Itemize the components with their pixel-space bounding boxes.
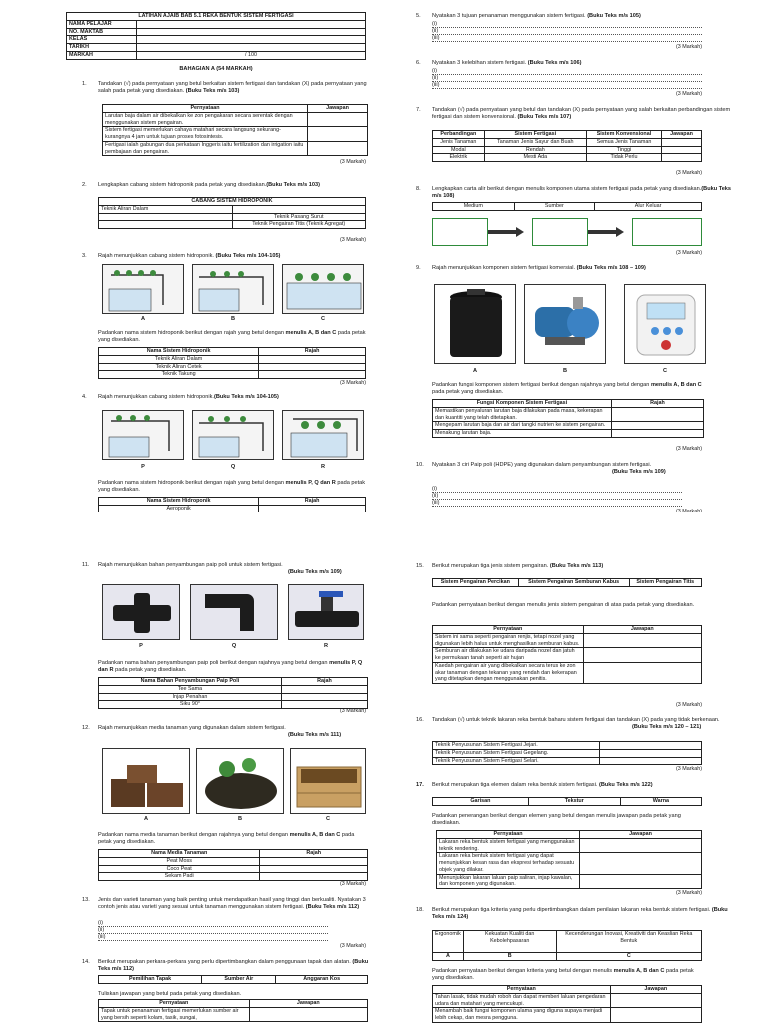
hydroponic-diagram-r (282, 410, 364, 460)
q17-table: Pernyataan Jawapan Lakaran reka bentuk sistem fertigasi yang menggunakan teknik rendering. Lakaran reka bentuk sistem fertigasi yang dapat menunjukkan kesan rasa dan ekspresi terhadap sesuatu objek yang dilakar. Menunjukkan lakaran laluan paip saliran, injap kawalan, dan komponen yang digunakan. (436, 830, 702, 889)
label-markah: MARKAH (67, 51, 137, 59)
q1-table: Pernyataan Jawapan Larutan baja dalam air dibekalkan ke zon pengakaran secara serentak dengan menggunakan sistem pengairan. Sistem fertigasi memerlukan cahaya matahari secara langsung sekurang-kurangnya 4 jam untuk tujuan proses fotosintesis. Fertigasi ialah gabungan dua perkataan Inggeris iaitu fertilization dan irrigation iaitu pembajaan dan pengairan. (102, 104, 368, 156)
input-kelas[interactable] (137, 36, 366, 44)
q15: 15. Berikut merupakan tiga jenis sistem pengairan. (Buku Teks m/s 113) (416, 563, 604, 569)
q7-answer-1[interactable] (662, 138, 702, 146)
q9: 9. Rajah menunjukkan komponen sistem fertigasi komersial. (Buku Teks m/s 108 – 109) (416, 265, 646, 271)
q3-answer-2[interactable] (259, 363, 366, 371)
q2-table: CABANG SISTEM HIDROPONIK Teknik Aliran Dalam Teknik Pasang Surut Teknik Pengairan Titis (Teknik Agregat) (98, 197, 366, 229)
q11-answer-1[interactable] (281, 685, 367, 693)
q7-marks: (3 Markah) (675, 170, 702, 176)
q5-marks: (3 Markah) (675, 44, 702, 50)
q3-instruction: Padankan nama sistem hidroponik berikut dengan rajah yang betul dengan menulis A, B dan C pada petak yang disediakan. (98, 330, 366, 343)
q16-answer-3[interactable] (599, 757, 701, 765)
growing-media-icon (102, 748, 190, 814)
q1-answer-3[interactable] (308, 141, 368, 156)
q7-answer-2[interactable] (662, 146, 702, 154)
q16-marks: (3 Markah) (675, 766, 702, 772)
score-field[interactable]: / 100 (137, 51, 366, 59)
q16-answer-1[interactable] (599, 742, 701, 750)
q13-marks: (3 Markah) (339, 943, 366, 949)
q9-answer-1[interactable] (611, 407, 703, 422)
hydroponic-diagram-b (192, 264, 274, 314)
q13: 13. Jenis dan varieti tanaman yang baik penting untuk mendapatkan hasil yang tinggi dan berkualiti. Nyatakan 3 contoh jenis atau varieti yang sesuai untuk tanaman menggunakan sistem fertigasi. (Buku Teks m/s 112) (82, 897, 366, 910)
q5: 5. Nyatakan 3 tujuan penanaman menggunakan sistem fertigasi. (Buku Teks m/s 105) (416, 13, 641, 19)
q10: 10. Nyatakan 3 ciri Paip poli (HDPE) yang digunakan dalam penyambungan sistem fertigasi. (Buku Teks m/s 109) (416, 462, 666, 475)
q14-answer-1[interactable] (249, 1007, 367, 1022)
q6-line-3[interactable]: (iii) (432, 82, 702, 89)
q13-line-2[interactable]: (ii) (98, 927, 328, 934)
q15-answer-1[interactable] (583, 633, 701, 648)
q13-line-3[interactable]: (iii) (98, 934, 328, 941)
page-2: 5. Nyatakan 3 tujuan penanaman menggunakan sistem fertigasi. (Buku Teks m/s 105) (i) (ii) (iii) (3 Markah) 6. Nyatakan 3 kelebihan sistem fertigasi. (Buku Teks m/s 106) (i) (ii) (iii) (3 Markah) 7. Tandakan (√) pada pernyataan yang betul dan tandakan (X) pada pernyataan yang salah berkaitan perbandingan sistem fertigasi dan sistem konvensional. (Buku Teks m/s 107) Perbandingan Sistem Fertigasi Sistem Konvensional Jawapan Jenis Tanaman Tanaman Jenis Sayur dan Buah Semua Jenis Tanaman Modal Rendah Tinggi Elektrik Mesti Ada Tidak Perlu (3 Markah) 8. Lengkapkan carta alir berikut dengan menulis komponen utama sistem fertigasi pada petak yang disediakan.(Buku Teks m/s 108) Medium Sumber Alur Keluar (3 Markah) 9. Rajah menunjukkan komponen sistem fertigasi komersial. (Buku Teks m/s 108 – 109) A B C Padankan fungsi komponen sistem fertigasi berikut dengan rajahnya yang betul dengan menulis A, B dan C pada petak yang disediakan. Fungsi Komponen Sistem Fertigasi Rajah Memastikan penyaluran larutan baja dilakukan pada masa, kekerapan dan kuantiti yang telah ditetapkan. Mengepam larutan baja dan air dari tangki nutrien ke sistem pengairan. Menakung larutan baja. (3 Markah) 10. Nyatakan 3 ciri Paip poli (HDPE) yang digunakan dalam penyambungan sistem fertigasi. (Buku Teks m/s 109) (i) (ii) (iii) (384, 0, 768, 512)
page-4 (384, 512, 768, 1024)
q1: 1. Tandakan (√) pada pernyataan yang betul berkaitan sistem fertigasi dan tandakan (X) pada pernyataan yang salah pada petak yang disediakan. (Buku Teks m/s 103) (82, 81, 367, 94)
q7-answer-3[interactable] (662, 154, 702, 162)
q10-line-3[interactable]: (iii) (432, 500, 682, 507)
q9-instruction: Padankan fungsi komponen sistem fertigasi berikut dengan rajahnya yang betul dengan menulis A, B dan C pada petak yang disediakan. (432, 382, 702, 395)
q3-table: Nama Sistem Hidroponik Rajah Teknik Aliran Dalam Teknik Aliran Cetek Teknik Takung (98, 347, 366, 379)
water-tank-icon (434, 284, 516, 364)
plant-tray-icon (193, 265, 275, 315)
q15-options: Sistem Pengairan Percikan Sistem Pengairan Semburan Kabus Sistem Pengairan Titis (432, 578, 702, 587)
q12-table: Nama Media Tanaman Rajah Peat Moss Coco Peat Sekam Padi (98, 849, 368, 881)
q13-line-1[interactable]: (i) (98, 920, 328, 927)
q15-marks: (3 Markah) (675, 702, 702, 708)
q12-answer-2[interactable] (260, 865, 368, 873)
q4-instruction: Padankan nama sistem hidroponik berikut dengan rajah yang betul dengan menulis P, Q dan R pada petak yang disediakan. (98, 480, 366, 493)
q5-line-3[interactable]: (iii) (432, 35, 702, 42)
q17-answer-2[interactable] (580, 853, 702, 874)
worksheet-title: LATIHAN AJAIB BAB 5.1 REKA BENTUK SISTEM FERTIGASI (67, 13, 366, 21)
q18-table: Pernyataan Jawapan Tahan lasak, tidak mudah roboh dan dapat memberi laluan pengedaran udara dan matahari yang mencukupi. Menambah baik fungsi komponen ulama yang diguna supaya menjadi lebih cekap, dan mesra pengguna. (432, 985, 702, 1023)
q10-line-1[interactable]: (i) (432, 486, 682, 493)
q6-line-1[interactable]: (i) (432, 68, 702, 75)
page-3: 11. Rajah menunjukkan bahan penyambungan paip poli untuk sistem fertigasi. (Buku Teks m/s 109) P Q R Padankan nama bahan penyambungan paip poli berikut dengan rajahnya yang betul dengan menulis P, Q dan R pada petak yang disediakan. Nama Bahan Penyambungan Paip Poli Rajah Tee Sama Injap Penahan Siku 90° (3 Markah) 12. Rajah menunjukkan media tanaman yang digunakan dalam sistem fertigasi. (Buku Teks m/s 111) A B C Padankan nama media tanaman berikut dengan rajahnya yang betul dengan menulis A, B dan C pada petak yang disediakan. Nama Media Tanaman Rajah Peat Moss Coco Peat Sekam Padi (3 Markah) 13. Jenis dan varieti tanaman yang baik penting untuk mendapatkan hasil yang tinggi dan berkualiti. Nyatakan 3 contoh jenis atau varieti yang sesuai untuk tanaman menggunakan sistem fertigasi. (Buku Teks m/s 112) (i) (ii) (iii) (3 Markah) 14. Berikut merupakan perkara-perkara yang perlu dipertimbangkan dalam penggunaan tapak dan alatan. (Buku Teks m/s 112) Pemilihan Tapak Sumber Air Anggaran Kos Tuliskan jawapan yang betul pada petak yang disediakan. Pernyataan Jawapan Tapak untuk penanaman fertigasi memerlukan sumber air yang bersih seperti kolam, tasik, sungai, (0, 512, 384, 1024)
digital-timer-icon (624, 284, 706, 364)
plant-tray-icon (283, 265, 365, 315)
q18-instruction: Padankan pernyataan berikut dengan kriteria yang betul dengan menulis menulis A, B dan C pada petak yang disediakan. (432, 968, 694, 981)
q14: 14. Berikut merupakan perkara-perkara yang perlu dipertimbangkan dalam penggunaan tapak dan alatan. (Buku Teks m/s 112) (82, 959, 369, 972)
q1-marks: (3 Markah) (339, 159, 366, 165)
flow-arrow-head-1 (516, 227, 524, 237)
q14-instruction: Tuliskan jawapan yang betul pada petak yang disediakan. (98, 991, 242, 997)
q8-marks: (3 Markah) (675, 250, 702, 256)
q17-instruction: Padankan penerangan berikut dengan elemen yang betul dengan menulis jawapan pada petak yang disediakan. (432, 813, 681, 826)
q17-marks: (3 Markah) (675, 890, 702, 896)
label-tarikh: TARIKH (67, 44, 137, 52)
q10-answers (432, 486, 682, 507)
q15-table: Pernyataan Jawapan Sistem ini sama seperti pengairan renjis, tetapi nozel yang digunakan lebih halus untuk menghasilkan semburan kabus. Semburan air dilakukan ke udara daripada nozel dan jatuh ke permukaan tanah seperti air hujan Kaedah pengairan air yang dibekalkan secara terus ke zon akar tanaman dengan tekanan yang rendah dan kekerapan yang ditetapkan dengan menggunakan penitis. (432, 625, 702, 684)
q2-answer-1[interactable] (232, 205, 366, 213)
input-nama[interactable] (137, 20, 366, 28)
flow-box-1[interactable] (432, 218, 488, 246)
q5-line-2[interactable]: (ii) (432, 28, 702, 35)
q6-line-2[interactable]: (ii) (432, 75, 702, 82)
growing-media-icon (196, 748, 284, 814)
q5-answers (432, 21, 702, 42)
q10-line-2[interactable]: (ii) (432, 493, 682, 500)
q9-table: Fungsi Komponen Sistem Fertigasi Rajah Memastikan penyaluran larutan baja dilakukan pada masa, kekerapan dan kuantiti yang telah ditetapkan. Mengepam larutan baja dan air dari tangki nutrien ke sistem pengairan. Menakung larutan baja. (432, 399, 704, 438)
q11-table: Nama Bahan Penyambungan Paip Poli Rajah Tee Sama Injap Penahan Siku 90° (98, 677, 368, 709)
q4-table: Nama Sistem Hidroponik Rajah Aeroponik (98, 497, 366, 529)
q3-answer-3[interactable] (259, 371, 366, 379)
label-maktab: NO. MAKTAB (67, 28, 137, 36)
q17-answer-3[interactable] (580, 874, 702, 889)
q1-answer-1[interactable] (308, 112, 368, 127)
q9-marks: (3 Markah) (675, 446, 702, 452)
q1-answer-2[interactable] (308, 127, 368, 142)
q2-marks: (3 Markah) (339, 237, 366, 243)
hydroponic-diagram-c (282, 264, 364, 314)
q15-instruction: Padankan pernyataan berikut dengan menulis jenis sistem pengairan di atas pada petak yang disediakan. (432, 602, 695, 608)
q5-line-1[interactable]: (i) (432, 21, 702, 28)
section-heading: BAHAGIAN A (54 MARKAH) (179, 66, 253, 72)
q6-answers (432, 68, 702, 89)
hydroponic-diagram-p (102, 410, 184, 460)
q3: 3. Rajah menunjukkan cabang sistem hidroponik. (Buku Teks m/s 104-105) (82, 253, 281, 259)
q15-answer-3[interactable] (583, 662, 701, 683)
q2-answer-2[interactable] (99, 213, 233, 221)
water-pump-icon (524, 284, 606, 364)
q16-table: Teknik Penyusunan Sistem Fertigasi Jejari. Teknik Penyusunan Sistem Fertigasi Gegelang. Teknik Penyusunan Sistem Fertigasi Selari. (432, 741, 702, 765)
hydroponic-diagram-a (102, 264, 184, 314)
q15-answer-2[interactable] (583, 648, 701, 663)
q8: 8. Lengkapkan carta alir berikut dengan menulis komponen utama sistem fertigasi pada petak yang disediakan.(Buku Teks m/s 108) (416, 186, 732, 199)
input-maktab[interactable] (137, 28, 366, 36)
pipe-fitting-icon (190, 584, 278, 640)
student-info-table (66, 12, 366, 60)
q2: 2. Lengkapkan cabang sistem hidroponik pada petak yang disediakan.(Buku Teks m/s 103) (82, 182, 320, 188)
q7: 7. Tandakan (√) pada pernyataan yang betul dan tandakan (X) pada pernyataan yang salah berkaitan perbandingan sistem fertigasi dan sistem konvensional. (Buku Teks m/s 107) (416, 107, 731, 120)
hydroponic-diagram-q (192, 410, 274, 460)
q12-instruction: Padankan nama media tanaman berikut dengan rajahnya yang betul dengan menulis A, B dan C pada petak yang disediakan. (98, 832, 355, 845)
q9-answer-3[interactable] (611, 430, 703, 438)
q11: 11. Rajah menunjukkan bahan penyambungan paip poli untuk sistem fertigasi. (Buku Teks m/s 109) (82, 562, 342, 575)
q2-answer-3[interactable] (99, 221, 233, 229)
q6: 6. Nyatakan 3 kelebihan sistem fertigasi. (Buku Teks m/s 106) (416, 60, 582, 66)
page-1: LATIHAN AJAIB BAB 5.1 REKA BENTUK SISTEM FERTIGASI NAMA PELAJAR NO. MAKTAB KELAS TARIKH MARKAH / 100 BAHAGIAN A (54 MARKAH) 1. Tandakan (√) pada pernyataan yang betul berkaitan sistem fertigasi dan tandakan (X) pada pernyataan yang salah pada petak yang disediakan. (Buku Teks m/s 103) Pernyataan Jawapan Larutan baja dalam air dibekalkan ke zon pengakaran secara serentak dengan menggunakan sistem pengairan. Sistem fertigasi memerlukan cahaya matahari secara langsung sekurang-kurangnya 4 jam untuk tujuan proses fotosintesis. Fertigasi ialah gabungan dua perkataan Inggeris iaitu fertilization dan irrigation iaitu pembajaan dan pengairan. (3 Markah) 2. Lengkapkan cabang sistem hidroponik pada petak yang disediakan.(Buku Teks m/s 103) CABANG SISTEM HIDROPONIK Teknik Aliran Dalam Teknik Pasang Surut Teknik Pengairan Titis (Teknik Agregat) (3 Markah) 3. Rajah menunjukkan cabang sistem hidroponik. (Buku Teks m/s 104-105) A B C Padankan nama sistem hidroponik berikut dengan rajah yang betul dengan menulis A, B dan C pada petak yang disediakan. Nama Sistem Hidroponik Rajah Teknik Aliran Dalam Teknik Aliran Cetek Teknik Takung (3 Markah) 4. Rajah menunjukkan cabang sistem hidroponik.(Buku Teks m/s 104-105) P Q R Padankan nama sistem hidroponik berikut dengan rajah yang betul dengan menulis P, Q dan R pada petak yang disediakan. Nama Sistem Hidroponik Rajah Aeroponik (0, 0, 384, 512)
input-tarikh[interactable] (137, 44, 366, 52)
plant-tray-icon (103, 265, 185, 315)
q18-answer-1[interactable] (610, 993, 701, 1008)
flow-box-3[interactable] (632, 218, 702, 246)
q7-table: Perbandingan Sistem Fertigasi Sistem Konvensional Jawapan Jenis Tanaman Tanaman Jenis Sayur dan Buah Semua Jenis Tanaman Modal Rendah Tinggi Elektrik Mesti Ada Tidak Perlu (432, 130, 702, 162)
flow-box-2[interactable] (532, 218, 588, 246)
q16-answer-2[interactable] (599, 749, 701, 757)
q13-answers (98, 920, 328, 941)
q3-answer-1[interactable] (259, 355, 366, 363)
flow-arrow-head-2 (616, 227, 624, 237)
q14-options: Pemilihan Tapak Sumber Air Anggaran Kos (98, 975, 368, 984)
label-kelas: KELAS (67, 36, 137, 44)
q16: 16. Tandakan (√) untuk teknik lakaran reka bentuk baharu sistem fertigasi dan tandakan (X) pada yang tidak berkenaan. (Buku Teks m/s 120 – 121) (416, 717, 720, 730)
q12-answer-1[interactable] (260, 857, 368, 865)
q3-marks: (3 Markah) (339, 380, 366, 386)
q11-instruction: Padankan nama bahan penyambungan paip poli berikut dengan rajahnya yang betul dengan menulis P, Q dan R pada petak yang disediakan. (98, 660, 363, 673)
flow-arrow-icon (488, 230, 518, 234)
pipe-fitting-icon (102, 584, 180, 640)
pipe-fitting-icon (288, 584, 364, 640)
q18-answer-2[interactable] (610, 1008, 701, 1023)
q17: 17. Berikut merupakan tiga elemen dalam reka bentuk sistem fertigasi. (Buku Teks m/s 122) (416, 782, 653, 788)
q12-marks: (3 Markah) (339, 881, 366, 887)
flow-arrow-icon (588, 230, 618, 234)
q14-table: Pernyataan Jawapan Tapak untuk penanaman fertigasi memerlukan sumber air yang bersih seperti kolam, tasik, sungai, (98, 999, 368, 1022)
q9-answer-2[interactable] (611, 422, 703, 430)
q11-answer-2[interactable] (281, 693, 367, 701)
q8-options: Medium Sumber Alur Keluar (432, 202, 702, 211)
growing-media-icon (290, 748, 366, 814)
q6-marks: (3 Markah) (675, 91, 702, 97)
q12-answer-3[interactable] (260, 873, 368, 881)
q18-options: Ergonomik Kekuatan Kualiti dan Kebolehpasaran Kecenderungan Inovasi, Kreativiti dan Keaslian Reka Bentuk A B C (432, 930, 702, 961)
q17-options: Garisan Tekstur Warna (432, 797, 702, 806)
q18: 18. Berikut merupakan tiga kriteria yang perlu dipertimbangkan dalam penilaian lakaran reka bentuk sistem fertigasi. (Buku Teks m/s 124) (416, 907, 728, 920)
label-nama: NAMA PELAJAR (67, 20, 137, 28)
q4: 4. Rajah menunjukkan cabang sistem hidroponik.(Buku Teks m/s 104-105) (82, 394, 279, 400)
q12: 12. Rajah menunjukkan media tanaman yang digunakan dalam sistem fertigasi. (Buku Teks m/s 111) (82, 725, 342, 738)
q11-marks: (3 Markah) (339, 708, 366, 714)
q17-answer-1[interactable] (580, 838, 702, 853)
